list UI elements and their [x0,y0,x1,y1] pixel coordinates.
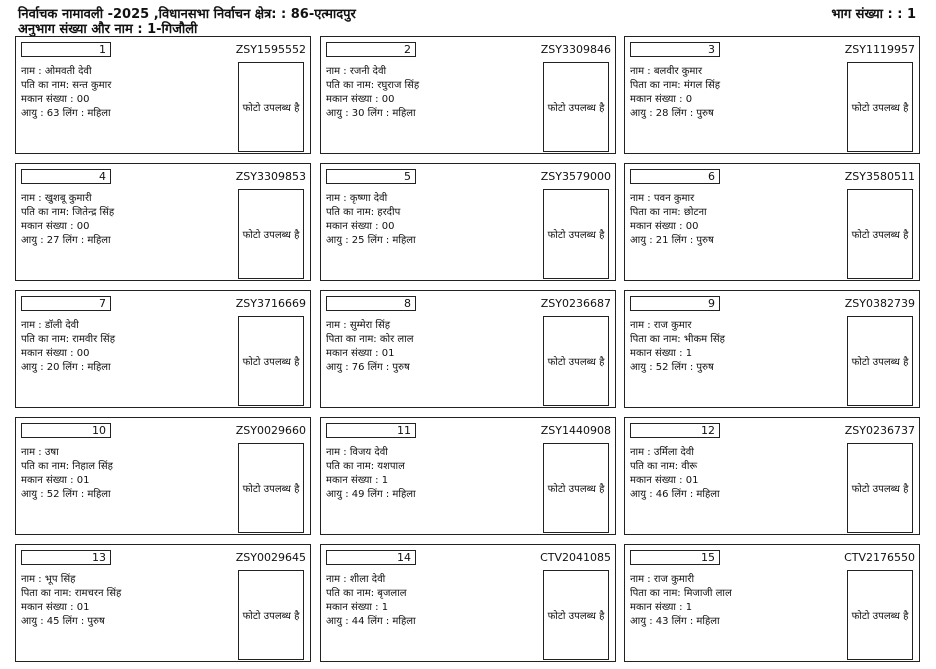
voter-card [15,36,311,154]
epic-number: ZSY0029645 [235,551,306,564]
voter-name: नाम : कृष्णा देवी [326,193,388,204]
age-gender: आयु : 49 लिंग : महिला [326,489,416,500]
house-number: मकान संख्या : 1 [630,348,693,359]
voter-details [326,573,416,629]
photo-box [847,189,913,279]
epic-number: ZSY1119957 [844,43,915,56]
voter-card [624,417,920,535]
voter-details [630,446,720,502]
relative-name: पिता का नाम: कोर लाल [326,334,414,345]
photo-box [847,62,913,152]
relative-name: पति का नाम: वीरू [630,461,698,472]
voter-details [326,192,416,248]
voter-details [630,319,725,375]
house-number: मकान संख्या : 01 [21,602,90,613]
photo-box [238,570,304,660]
relative-name: पति का नाम: निहाल सिंह [21,461,113,472]
roll-title: निर्वाचक नामावली -2025 ,विधानसभा निर्वाचन क्षेत्र: : 86-एत्मादपुर [18,7,356,22]
photo-available-label: फोटो उपलब्ध है [242,103,300,114]
age-gender: आयु : 44 लिंग : महिला [326,616,416,627]
house-number: मकान संख्या : 1 [630,602,693,613]
age-gender: आयु : 52 लिंग : पुरुष [630,362,714,373]
age-gender: आयु : 28 लिंग : पुरुष [630,108,714,119]
photo-available-label: फोटो उपलब्ध है [547,230,605,241]
voter-details [21,573,121,629]
serial-number: 15 [630,550,720,565]
photo-available-label: फोटो उपलब्ध है [547,357,605,368]
age-gender: आयु : 27 लिंग : महिला [21,235,111,246]
relative-name: पति का नाम: जितेन्द्र सिंह [21,207,115,218]
voter-details [21,192,114,248]
age-gender: आयु : 76 लिंग : पुरुष [326,362,410,373]
house-number: मकान संख्या : 0 [630,94,693,105]
voter-card [320,163,616,281]
house-number: मकान संख्या : 00 [326,221,395,232]
age-gender: आयु : 30 लिंग : महिला [326,108,416,119]
photo-box [238,443,304,533]
house-number: मकान संख्या : 1 [326,602,389,613]
serial-number: 14 [326,550,416,565]
relative-name: पिता का नाम: भीकम सिंह [630,334,725,345]
age-gender: आयु : 45 लिंग : पुरुष [21,616,105,627]
house-number: मकान संख्या : 00 [326,94,395,105]
photo-box [543,62,609,152]
voter-details [21,319,115,375]
voter-details [21,446,113,502]
serial-number: 2 [326,42,416,57]
photo-available-label: फोटो उपलब्ध है [242,357,300,368]
part-number: भाग संख्या : : 1 [831,7,916,22]
epic-number: ZSY3716669 [235,297,306,310]
photo-available-label: फोटो उपलब्ध है [547,484,605,495]
voter-name: नाम : डॉली देवी [21,320,79,331]
relative-name: पति का नाम: बृजलाल [326,588,407,599]
voter-name: नाम : भूप सिंह [21,574,76,585]
voter-card [320,417,616,535]
voter-card [320,544,616,662]
epic-number: ZSY0236737 [844,424,915,437]
voter-name: नाम : उषा [21,447,59,458]
photo-available-label: फोटो उपलब्ध है [851,357,909,368]
voter-grid [15,36,921,666]
epic-number: ZSY3309853 [235,170,306,183]
epic-number: ZSY3309846 [540,43,611,56]
relative-name: पिता का नाम: मंगल सिंह [630,80,721,91]
serial-number: 9 [630,296,720,311]
photo-available-label: फोटो उपलब्ध है [851,611,909,622]
house-number: मकान संख्या : 00 [21,94,90,105]
photo-box [847,570,913,660]
serial-number: 8 [326,296,416,311]
epic-number: CTV2176550 [844,551,915,564]
relative-name: पति का नाम: रघुराज सिंह [326,80,420,91]
house-number: मकान संख्या : 01 [630,475,699,486]
epic-number: ZSY3580511 [844,170,915,183]
serial-number: 1 [21,42,111,57]
epic-number: ZSY1595552 [235,43,306,56]
voter-name: नाम : बलवीर कुमार [630,66,703,77]
voter-name: नाम : शीला देवी [326,574,386,585]
voter-name: नाम : राज कुमारी [630,574,695,585]
serial-number: 6 [630,169,720,184]
voter-card [624,163,920,281]
voter-card [15,290,311,408]
photo-box [238,62,304,152]
photo-box [847,316,913,406]
voter-name: नाम : उर्मिला देवी [630,447,694,458]
voter-card [320,290,616,408]
voter-name: नाम : रजनी देवी [326,66,387,77]
serial-number: 7 [21,296,111,311]
voter-name: नाम : खुशबू कुमारी [21,193,92,204]
photo-available-label: फोटो उपलब्ध है [851,103,909,114]
epic-number: ZSY0029660 [235,424,306,437]
serial-number: 3 [630,42,720,57]
serial-number: 13 [21,550,111,565]
photo-available-label: फोटो उपलब्ध है [242,484,300,495]
voter-details [630,192,714,248]
voter-card [15,163,311,281]
voter-card [15,417,311,535]
voter-name: नाम : सुम्मेरा सिंह [326,320,391,331]
serial-number: 11 [326,423,416,438]
voter-card [320,36,616,154]
relative-name: पति का नाम: सन्त कुमार [21,80,112,91]
voter-details [326,446,416,502]
epic-number: ZSY0382739 [844,297,915,310]
age-gender: आयु : 20 लिंग : महिला [21,362,111,373]
section-name: अनुभाग संख्या और नाम : 1-गिजौली [18,22,198,37]
voter-details [326,65,419,121]
epic-number: ZSY3579000 [540,170,611,183]
photo-available-label: फोटो उपलब्ध है [242,611,300,622]
voter-name: नाम : विजय देवी [326,447,388,458]
age-gender: आयु : 63 लिंग : महिला [21,108,111,119]
photo-box [543,443,609,533]
photo-available-label: फोटो उपलब्ध है [547,611,605,622]
serial-number: 12 [630,423,720,438]
photo-box [543,570,609,660]
age-gender: आयु : 52 लिंग : महिला [21,489,111,500]
photo-available-label: फोटो उपलब्ध है [547,103,605,114]
age-gender: आयु : 43 लिंग : महिला [630,616,720,627]
house-number: मकान संख्या : 00 [630,221,699,232]
serial-number: 5 [326,169,416,184]
voter-details [21,65,111,121]
epic-number: CTV2041085 [540,551,611,564]
relative-name: पिता का नाम: रामचरन सिंह [21,588,122,599]
relative-name: पिता का नाम: मिजाजी लाल [630,588,732,599]
photo-available-label: फोटो उपलब्ध है [851,230,909,241]
epic-number: ZSY1440908 [540,424,611,437]
age-gender: आयु : 46 लिंग : महिला [630,489,720,500]
serial-number: 10 [21,423,111,438]
house-number: मकान संख्या : 00 [21,221,90,232]
house-number: मकान संख्या : 00 [21,348,90,359]
epic-number: ZSY0236687 [540,297,611,310]
relative-name: पति का नाम: रामवीर सिंह [21,334,116,345]
house-number: मकान संख्या : 01 [21,475,90,486]
relative-name: पति का नाम: हरदीप [326,207,401,218]
photo-box [543,316,609,406]
age-gender: आयु : 21 लिंग : पुरुष [630,235,714,246]
voter-name: नाम : राज कुमार [630,320,692,331]
photo-box [238,189,304,279]
voter-details [630,65,720,121]
relative-name: पति का नाम: यशपाल [326,461,405,472]
age-gender: आयु : 25 लिंग : महिला [326,235,416,246]
voter-card [624,290,920,408]
photo-available-label: फोटो उपलब्ध है [242,230,300,241]
photo-box [847,443,913,533]
photo-box [543,189,609,279]
voter-name: नाम : ओमवती देवी [21,66,92,77]
voter-card [624,544,920,662]
relative-name: पिता का नाम: छोटना [630,207,707,218]
page-header [18,4,916,37]
voter-card [624,36,920,154]
photo-available-label: फोटो उपलब्ध है [851,484,909,495]
photo-box [238,316,304,406]
house-number: मकान संख्या : 1 [326,475,389,486]
house-number: मकान संख्या : 01 [326,348,395,359]
voter-card [15,544,311,662]
voter-name: नाम : पवन कुमार [630,193,695,204]
voter-details [630,573,732,629]
voter-details [326,319,414,375]
serial-number: 4 [21,169,111,184]
